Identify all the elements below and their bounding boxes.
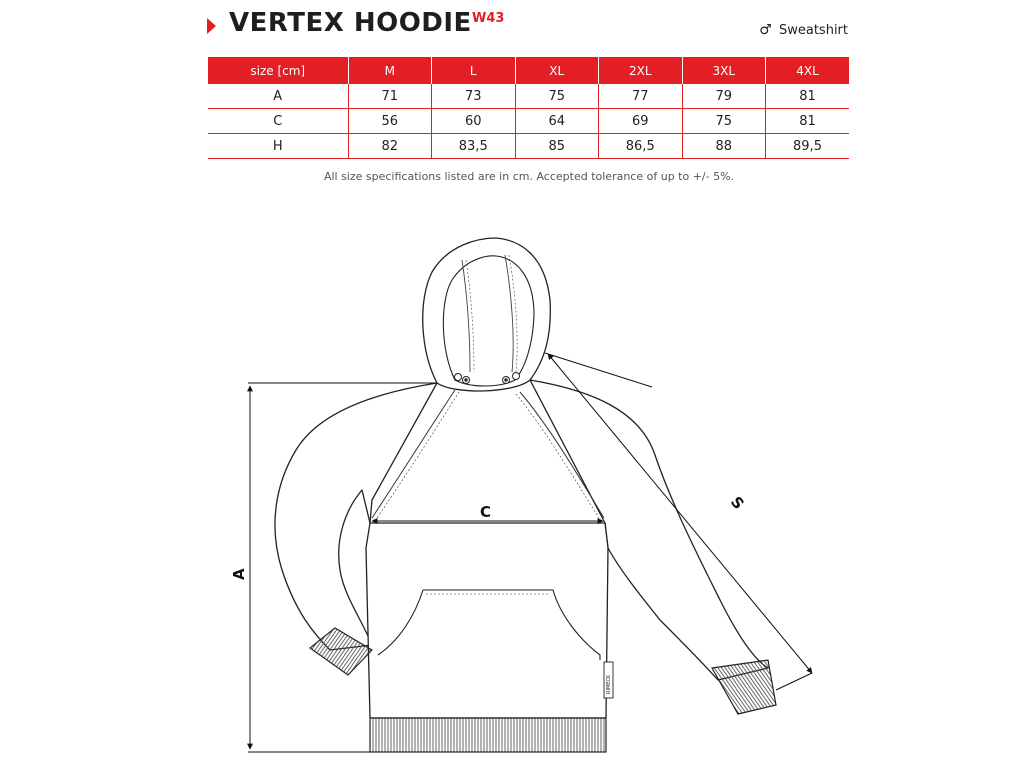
table-cell: 82 xyxy=(348,134,432,159)
table-cell: 56 xyxy=(348,109,432,134)
row-label: H xyxy=(208,134,348,159)
column-header: 4XL xyxy=(766,57,850,84)
row-label: C xyxy=(208,109,348,134)
column-header: size [cm] xyxy=(208,57,348,84)
table-cell: 64 xyxy=(515,109,599,134)
table-cell: 83,5 xyxy=(432,134,516,159)
column-header: XL xyxy=(515,57,599,84)
dimension-label-c: C xyxy=(480,503,492,521)
product-title: VERTEX HOODIE xyxy=(229,8,472,38)
table-cell: 75 xyxy=(682,109,766,134)
column-header: 3XL xyxy=(682,57,766,84)
table-cell: 77 xyxy=(599,84,683,109)
column-header: M xyxy=(348,57,432,84)
product-code: W43 xyxy=(472,11,505,26)
table-cell: 79 xyxy=(682,84,766,109)
table-cell: 60 xyxy=(432,109,516,134)
column-header: L xyxy=(432,57,516,84)
size-tolerance-note: All size specifications listed are in cm. Accepted tolerance of up to +/- 5%. xyxy=(323,170,735,183)
row-label: A xyxy=(208,84,348,109)
table-cell: 88 xyxy=(682,134,766,159)
table-cell: 86,5 xyxy=(599,134,683,159)
male-symbol-icon: ♂ xyxy=(759,22,772,38)
table-cell: 81 xyxy=(766,109,850,134)
hem-ribbing xyxy=(370,718,606,752)
table-cell: 89,5 xyxy=(766,134,850,159)
dimension-label-s: S xyxy=(726,493,748,513)
table-cell: 85 xyxy=(515,134,599,159)
table-cell: 73 xyxy=(432,84,516,109)
column-header: 2XL xyxy=(599,57,683,84)
hoodie-body xyxy=(366,523,608,718)
table-cell: 69 xyxy=(599,109,683,134)
category-label: Sweatshirt xyxy=(778,23,848,38)
right-cuff xyxy=(712,660,776,714)
dimension-label-a: A xyxy=(230,568,248,580)
brand-tag-text: RIMECK xyxy=(606,674,612,694)
hood-opening xyxy=(443,256,534,386)
table-cell: 71 xyxy=(348,84,432,109)
table-cell: 81 xyxy=(766,84,850,109)
table-cell: 75 xyxy=(515,84,599,109)
